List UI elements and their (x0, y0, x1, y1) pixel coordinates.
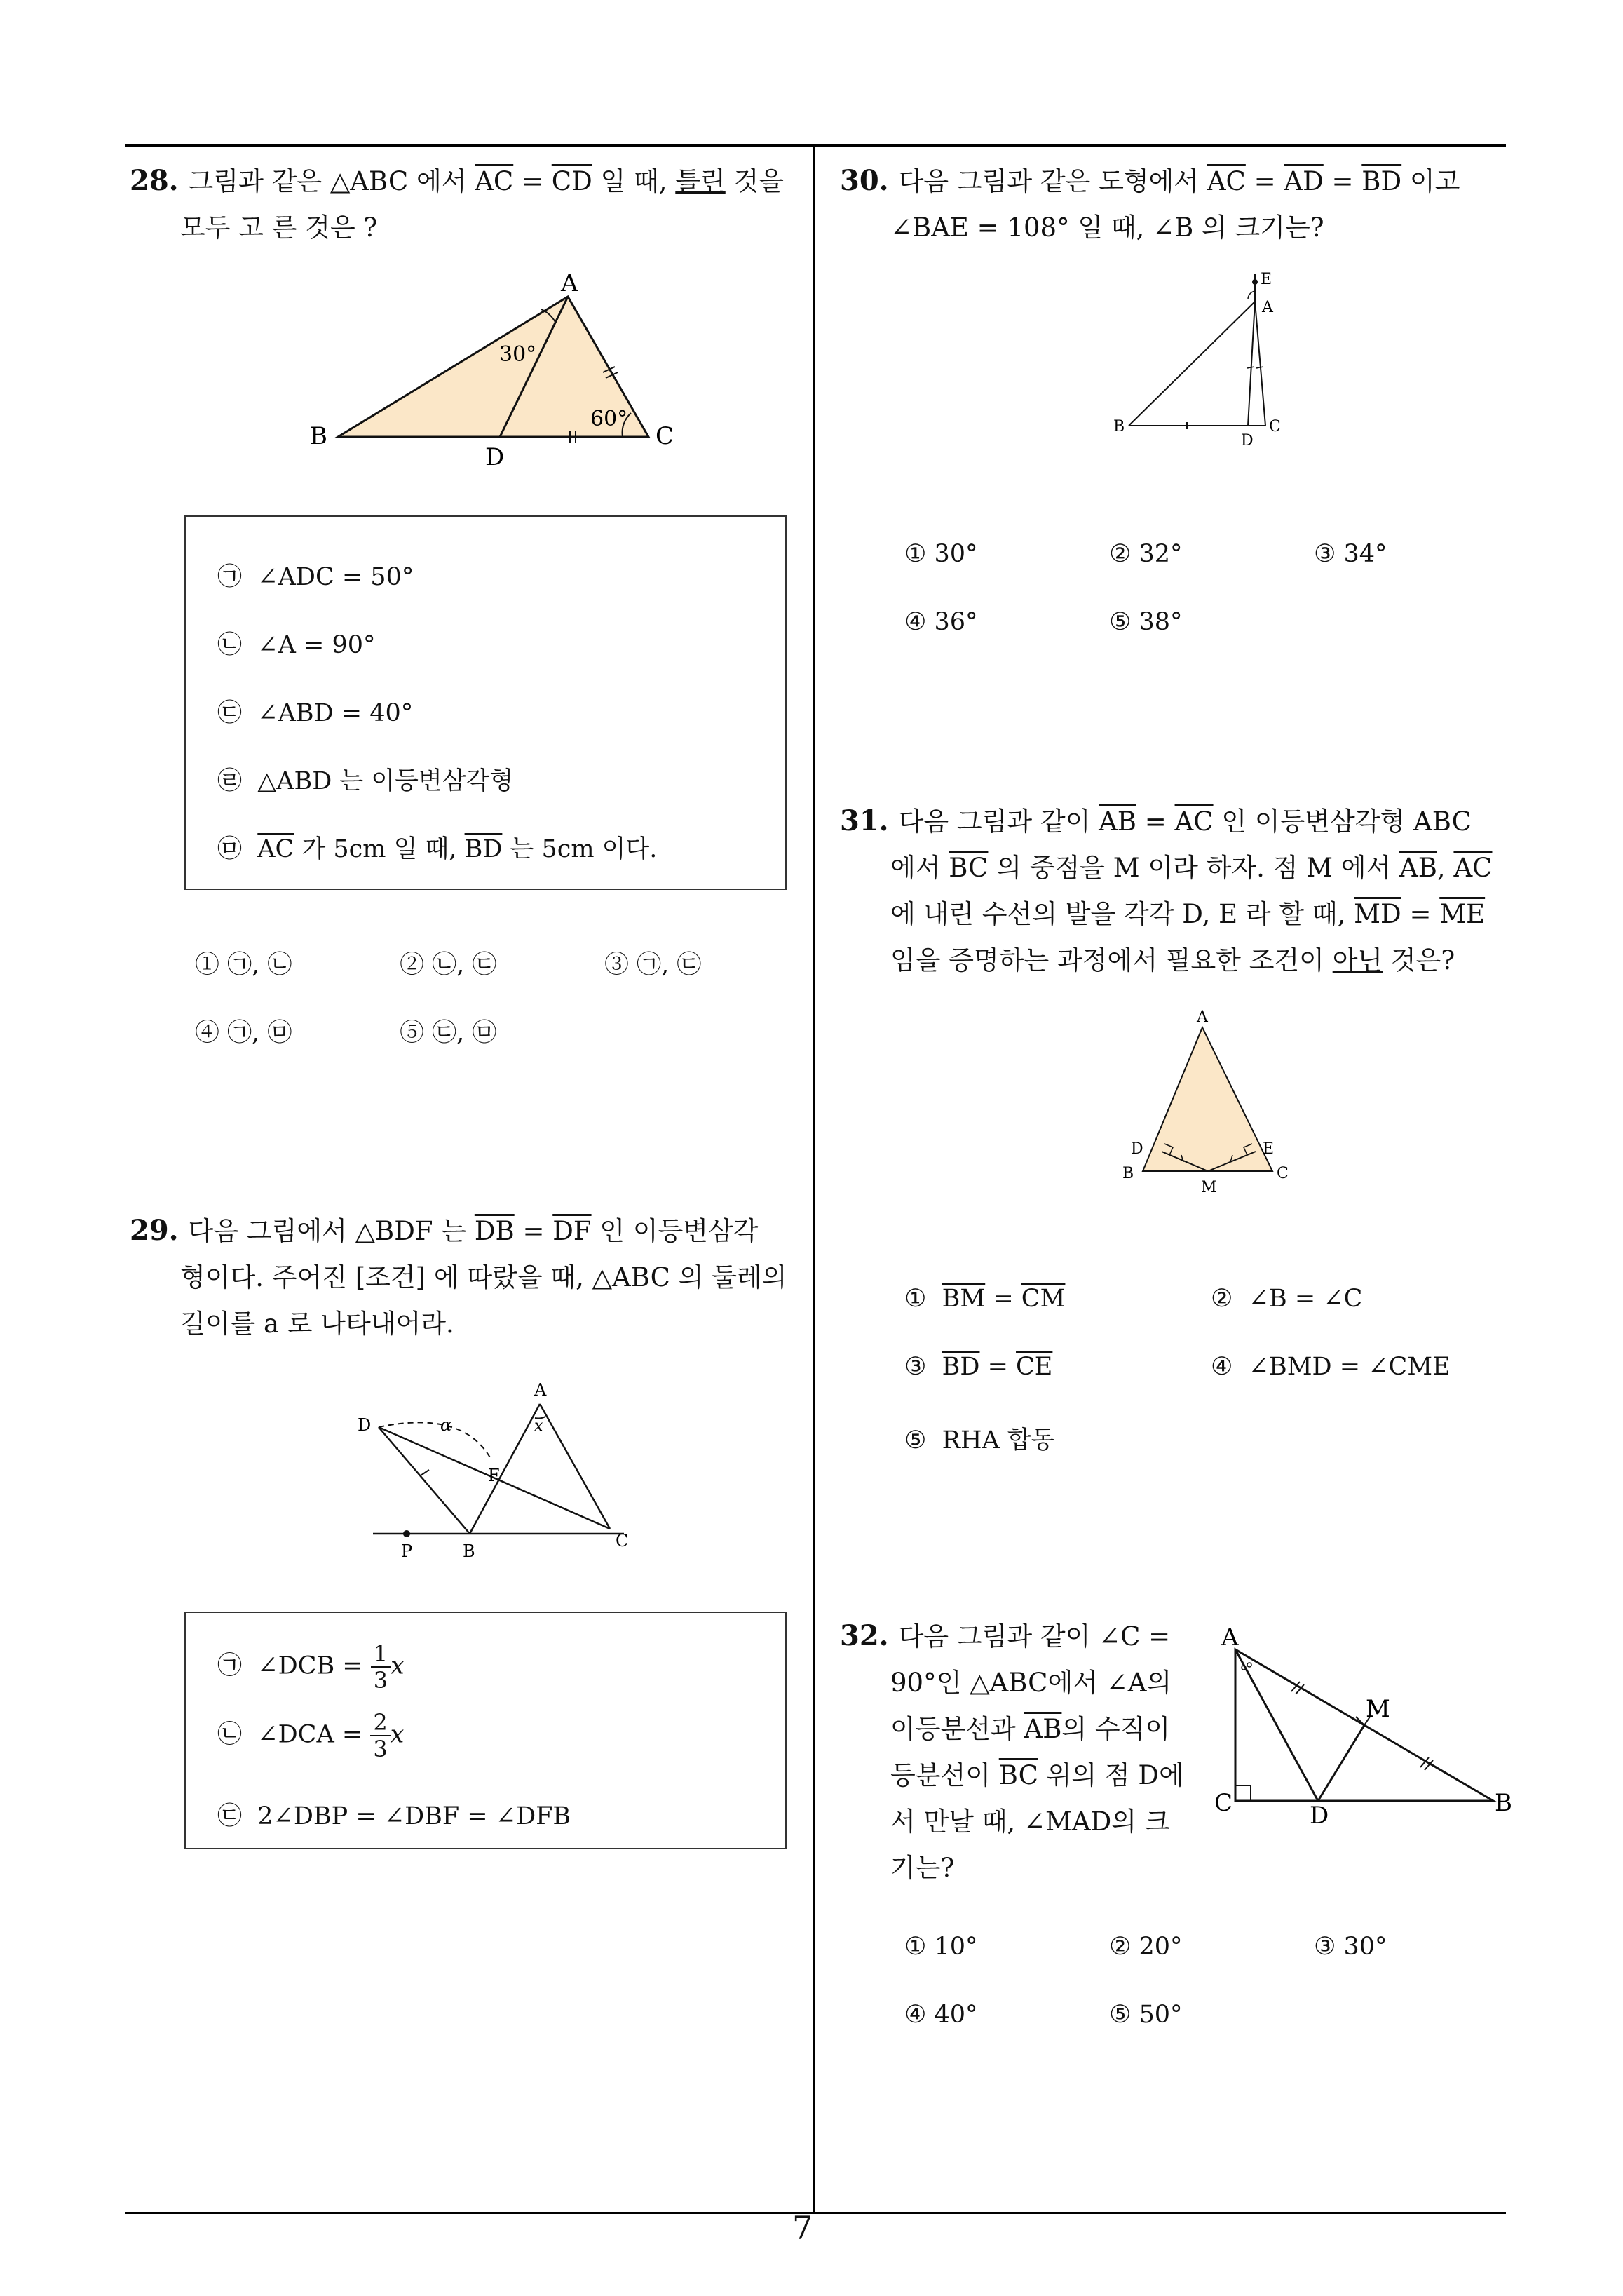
label-C: C (1269, 418, 1281, 435)
top-rule (125, 144, 1506, 147)
box-item: ㉣ △ABD 는 이등변삼각형 (217, 767, 514, 795)
question-32-line2: 90°인 △ABC에서 ∠A의 (890, 1668, 1172, 1698)
label-B: B (1113, 418, 1125, 435)
label-E: E (1263, 1140, 1275, 1158)
label-alpha: α (440, 1415, 452, 1435)
triangle-figure-q28 (294, 270, 715, 473)
label-A: A (1262, 299, 1273, 316)
question-31-line2: 에서 $\overline{BC}$ 의 중점을 M 이라 하자. 점 M 에서 $\overline{AB}$, $\overline{AC}$ (890, 853, 1493, 883)
question-28-line2: 모두 고 른 것은 ? (180, 212, 378, 243)
question-32-line6: 기는? (890, 1853, 955, 1883)
question-30-line2: ∠BAE = 108° 일 때, ∠B 의 크기는? (890, 212, 1324, 243)
question-31-line4: 임을 증명하는 과정에서 필요한 조건이 아닌 것은? (890, 945, 1455, 975)
choice-4[interactable]: ④ ∠BMD = ∠CME (1211, 1353, 1451, 1381)
question-32-line5: 서 만날 때, ∠MAD의 크 (890, 1807, 1170, 1837)
triangle-figure-q29 (351, 1360, 659, 1564)
column-divider (813, 144, 815, 2213)
box-item: ㉢ 2∠DBP = ∠DBF = ∠DFB (217, 1802, 571, 1830)
label-A: A (1197, 1008, 1208, 1026)
choice-2[interactable]: ② 20° (1109, 1933, 1183, 1961)
triangle-figure-q30 (1108, 270, 1318, 452)
question-29-line1: 29. 다음 그림에서 △BDF 는 $\overline{DB} = \overline{DF}$ 인 이등변삼각 (130, 1214, 759, 1247)
question-30-line1: 30. 다음 그림과 같은 도형에서 $\overline{AC} = \overline{AD} = \overline{BD}$ 이고 (840, 164, 1460, 197)
label-C: C (656, 422, 674, 450)
choice-2[interactable]: ② ∠B = ∠C (1211, 1285, 1363, 1313)
angle-label-a: 30° (499, 342, 537, 367)
choice-4[interactable]: ④ 40° (904, 2001, 978, 2029)
label-A: A (534, 1380, 547, 1400)
choice-4[interactable]: ④ ㉠, ㉤ (195, 1019, 292, 1047)
question-31-line1: 31. 다음 그림과 같이 $\overline{AB} = \overline{AC}$ 인 이등변삼각형 ABC (840, 804, 1472, 837)
condition-box-q28 (184, 515, 787, 890)
fraction: $\frac{1}{3}$ (371, 1641, 391, 1693)
choice-1[interactable]: ① ㉠, ㉡ (195, 951, 292, 979)
box-item: ㉡ ∠DCA = $\frac{2}{3}$ x (217, 1709, 405, 1762)
label-D: D (358, 1415, 372, 1435)
choice-1[interactable]: ① 10° (904, 1933, 978, 1961)
bottom-rule (125, 2212, 1506, 2214)
box-item: ㉠ ∠ADC = 50° (217, 563, 414, 591)
angle-label-c: 60° (590, 407, 628, 431)
label-B: B (463, 1541, 475, 1561)
question-30 (840, 158, 1513, 251)
question-32 (840, 1613, 1204, 1891)
question-29 (130, 1208, 810, 1347)
choice-5[interactable]: ⑤ ㉢, ㉤ (400, 1019, 497, 1047)
choice-1[interactable]: ① 30° (904, 540, 978, 568)
fraction: $\frac{2}{3}$ (370, 1710, 390, 1762)
label-M: M (1366, 1695, 1390, 1723)
choice-4[interactable]: ④ 36° (904, 608, 978, 636)
choice-3[interactable]: ③ $\overline{BD} = \overline{CE}$ (904, 1353, 1053, 1381)
choice-3[interactable]: ③ 30° (1314, 1933, 1387, 1961)
label-C: C (616, 1531, 629, 1551)
question-28 (130, 158, 810, 251)
box-item: ㉢ ∠ABD = 40° (217, 699, 414, 727)
label-C: C (1214, 1789, 1233, 1817)
choice-5[interactable]: ⑤ RHA 합동 (904, 1426, 1055, 1454)
label-D: D (485, 443, 505, 471)
label-E: E (1261, 271, 1272, 288)
question-number: 30. (840, 164, 889, 197)
choice-1[interactable]: ① $\overline{BM} = \overline{CM}$ (904, 1285, 1066, 1313)
question-32-line4: 등분선이 $\overline{BC}$ 위의 점 D에 (890, 1760, 1184, 1790)
box-item: ㉤ $\overline{AC}$ 가 5cm 일 때, $\overline{BD}$ 는 5cm 이다. (217, 835, 658, 863)
box-item: ㉡ ∠A = 90° (217, 631, 376, 659)
question-29-line3: 길이를 a 로 나타내어라. (180, 1309, 454, 1339)
label-x: x (534, 1417, 543, 1435)
question-32-line3: 이등분선과 $\overline{AB}$의 수직이 (890, 1714, 1171, 1744)
question-number: 32. (840, 1619, 889, 1652)
question-31 (840, 798, 1513, 984)
question-number: 28. (130, 164, 179, 197)
question-32-line1: 32. 다음 그림과 같이 ∠C = (840, 1619, 1171, 1652)
label-B: B (1495, 1789, 1512, 1817)
label-F: F (488, 1466, 500, 1485)
page-number: 7 (792, 2209, 813, 2247)
choice-5[interactable]: ⑤ 38° (1109, 608, 1183, 636)
choice-5[interactable]: ⑤ 50° (1109, 2001, 1183, 2029)
label-C: C (1277, 1165, 1289, 1182)
label-D: D (1241, 432, 1254, 450)
choice-2[interactable]: ② ㉡, ㉢ (400, 951, 497, 979)
question-number: 31. (840, 804, 889, 837)
label-M: M (1201, 1179, 1217, 1196)
question-29-line2: 형이다. 주어진 [조건] 에 따랐을 때, △ABC 의 둘레의 (180, 1262, 787, 1292)
triangle-figure-q31 (1118, 1006, 1301, 1203)
box-item: ㉠ ∠DCB = $\frac{1}{3}$ x (217, 1640, 405, 1694)
label-A: A (1221, 1623, 1239, 1652)
condition-box-q29 (184, 1612, 787, 1849)
choice-3[interactable]: ③ 34° (1314, 540, 1387, 568)
triangle-figure-q32 (1206, 1620, 1514, 1823)
question-31-line3: 에 내린 수선의 발을 각각 D, E 라 할 때, $\overline{MD} = \overline{ME}$ (890, 899, 1486, 929)
question-number: 29. (130, 1214, 179, 1247)
label-D: D (1310, 1802, 1329, 1823)
question-28-line1: 28. 그림과 같은 △ABC 에서 $\overline{AC} = \overline{CD}$ 일 때, 틀린 것을 (130, 164, 785, 197)
label-B: B (1122, 1165, 1134, 1182)
label-D: D (1131, 1140, 1143, 1158)
label-B: B (310, 422, 327, 450)
label-A: A (561, 270, 578, 297)
choice-3[interactable]: ③ ㉠, ㉢ (604, 951, 702, 979)
label-P: P (401, 1541, 413, 1561)
choice-2[interactable]: ② 32° (1109, 540, 1183, 568)
